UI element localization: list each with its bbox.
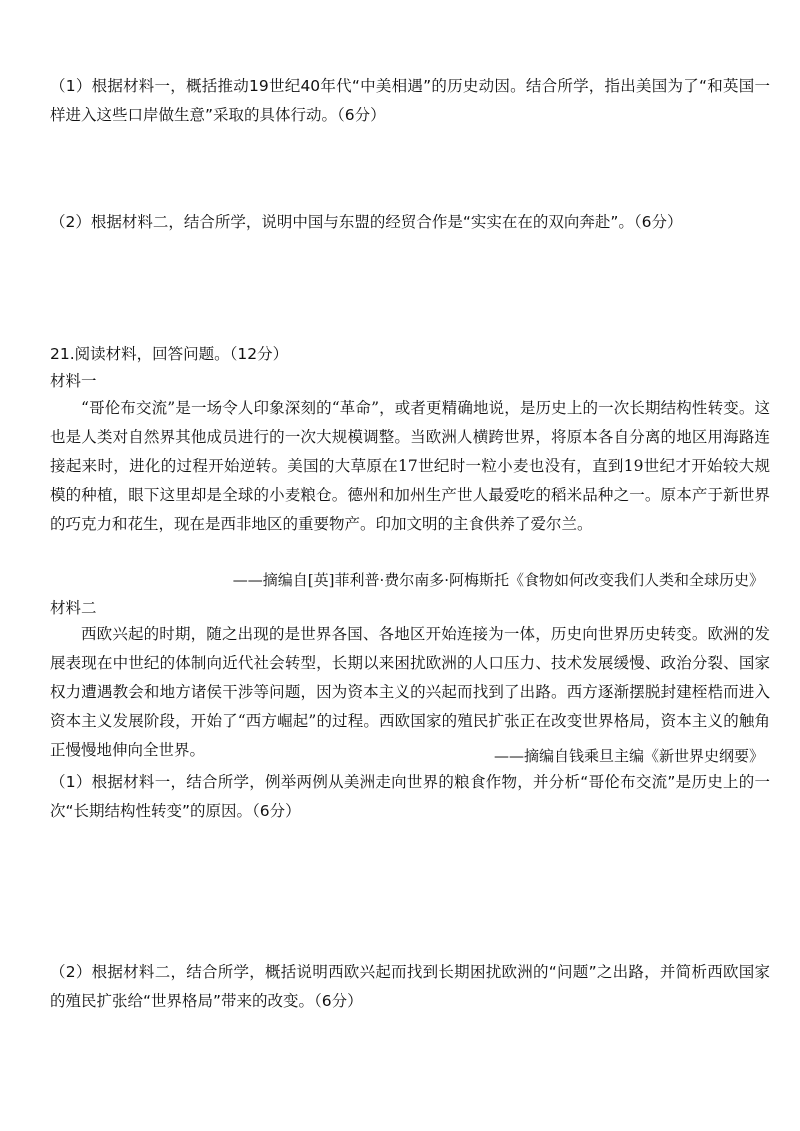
material-2-label: 材料二 [50, 599, 97, 617]
material-2-source: ——摘编自钱乘旦主编《新世界史纲要》 [493, 747, 764, 765]
material-1-source: ——摘编自[英]菲利普·费尔南多·阿梅斯托《食物如何改变我们人类和全球历史》 [232, 571, 764, 589]
question-21-heading: 21.阅读材料，回答问题。（12分） [50, 345, 289, 363]
question-20-part-2: （2）根据材料二，结合所学，说明中国与东盟的经贸合作是“实实在在的双向奔赴”。（6分） [50, 213, 683, 231]
material-1-label: 材料一 [50, 372, 97, 390]
question-21-part-1: （1）根据材料一，结合所学，例举两例从美洲走向世界的粮食作物，并分析“哥伦布交流”是历史上的一次“长期结构性转变”的原因。（6分） [50, 773, 770, 820]
material-2-text: 西欧兴起的时期，随之出现的是世界各国、各地区开始连接为一体，历史向世界历史转变。欧洲的发展表现在中世纪的体制向近代社会转型，长期以来困扰欧洲的人口压力、技术发展缓慢、政治分裂、国家权力遭遇教会和地方诸侯干涉等问题，因为资本主义的兴起而找到了出路。西方逐渐摆脱封建桎梏而进入资本主义发展阶段，开始了“西方崛起”的过程。西欧国家的殖民扩张正在改变世界格局，资本主义的触角正慢慢地伸向全世界。 [50, 625, 770, 759]
material-1-text: “哥伦布交流”是一场令人印象深刻的“革命”，或者更精确地说，是历史上的一次长期结构性转变。这也是人类对自然界其他成员进行的一次大规模调整。当欧洲人横跨世界，将原本各自分离的地区用海路连接起来时，进化的过程开始逆转。美国的大草原在17世纪时一粒小麦也没有，直到19世纪才开始较大规模的种植，眼下这里却是全球的小麦粮仓。德州和加州生产世人最爱吃的稻米品种之一。原本产于新世界的巧克力和花生，现在是西非地区的重要物产。印加文明的主食供养了爱尔兰。 [50, 399, 770, 533]
question-20-part-1: （1）根据材料一，概括推动19世纪40年代“中美相遇”的历史动因。结合所学，指出美国为了“和英国一样进入这些口岸做生意”采取的具体行动。（6分） [50, 77, 770, 124]
question-21-part-2: （2）根据材料二，结合所学，概括说明西欧兴起而找到长期困扰欧洲的“问题”之出路，并简析西欧国家的殖民扩张给“世界格局”带来的改变。（6分） [50, 963, 770, 1010]
